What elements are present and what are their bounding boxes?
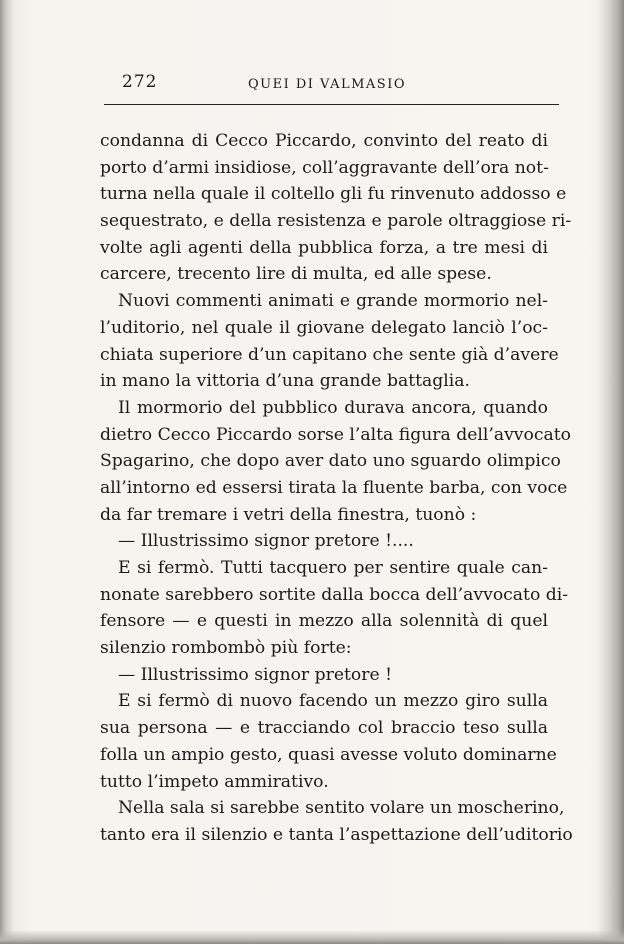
text-line: all’intorno ed essersi tirata la fluente barba, con voce	[100, 477, 568, 498]
page-right-edge	[598, 0, 624, 944]
text-line: sequestrato, e della resistenza e parole oltraggiose ri-	[100, 211, 572, 232]
text-line: chiata superiore d’un capitano che sente già d’avere	[100, 344, 559, 365]
text-line: Spagarino, che dopo aver dato uno sguardo olimpico	[100, 451, 561, 472]
text-line: condanna di Cecco Piccardo, convinto del reato di	[100, 131, 548, 151]
text-line: E si fermò di nuovo facendo un mezzo giro sulla	[118, 691, 548, 712]
text-line: porto d’armi insidiose, coll’aggravante dell’ora not-	[100, 157, 549, 178]
text-line: turna nella quale il coltello gli fu rinvenuto addosso e	[100, 184, 567, 205]
page-header	[100, 68, 560, 98]
text-line: — Illustrissimo signor pretore !....	[118, 531, 414, 552]
text-line: folla un ampio gesto, quasi avesse voluto dominarne	[100, 744, 557, 765]
running-title: QUEI DI VALMASIO	[248, 77, 406, 92]
page-left-edge	[0, 0, 14, 944]
text-line: sua persona — e tracciando col braccio teso sulla	[100, 718, 548, 739]
header-rule	[104, 104, 559, 105]
text-line: tanto era il silenzio e tanta l’aspettazione dell’uditorio	[100, 824, 573, 845]
page-bottom-edge	[0, 930, 624, 944]
text-line: da far tremare i vetri della finestra, tuonò :	[100, 504, 477, 525]
body-text	[100, 128, 573, 849]
text-line: dietro Cecco Piccardo sorse l’alta figura dell’avvocato	[100, 424, 571, 445]
text-line: — Illustrissimo signor pretore !	[118, 664, 393, 685]
text-line: carcere, trecento lire di multa, ed alle spese.	[100, 264, 492, 285]
text-line: E si fermò. Tutti tacquero per sentire quale can-	[118, 558, 548, 578]
page-number: 272	[122, 72, 158, 92]
text-line: nonate sarebbero sortite dalla bocca dell’avvocato di-	[100, 584, 569, 605]
text-line: in mano la vittoria d’una grande battaglia.	[100, 371, 470, 392]
text-line: tutto l’impeto ammirativo.	[100, 771, 329, 792]
text-line: Nella sala si sarebbe sentito volare un moscherino,	[118, 798, 565, 819]
text-line: l’uditorio, nel quale il giovane delegato lanciò l’oc-	[100, 317, 548, 338]
text-line: fensore — e questi in mezzo alla solennità di quel	[100, 611, 548, 632]
text-line: silenzio rombombò più forte:	[100, 638, 352, 659]
text-line: Nuovi commenti animati e grande mormorio nel-	[118, 291, 548, 312]
text-line: Il mormorio del pubblico durava ancora, quando	[118, 397, 548, 418]
text-line: volte agli agenti della pubblica forza, a tre mesi di	[100, 237, 548, 258]
